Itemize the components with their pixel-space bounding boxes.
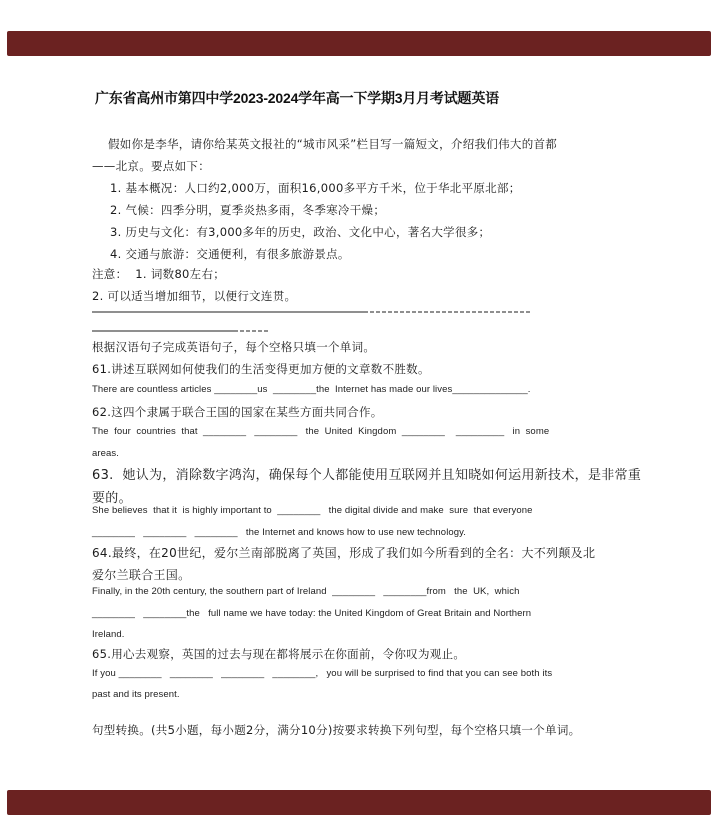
answer-blank-line-1 [92,311,530,313]
q63-chinese-line2: 要的。 [92,491,132,506]
q62-chinese: 62.这四个隶属于联合王国的国家在某些方面共同合作。 [92,405,383,419]
blank-line-solid [92,311,368,313]
q63-english-line2: ________ ________ ________ the Internet and knows how to use new technology. [92,527,467,538]
q65-chinese: 65.用心去观察，英国的过去与现在都将展示在你面前，令你叹为观止。 [92,647,466,661]
q61-english: There are countless articles ________us ________the Internet has made our lives______________. [92,384,531,395]
q62-english-line2: areas. [92,448,120,459]
q64-chinese-line1: 64.最终，在20世纪，爱尔兰南部脱离了英国，形成了我们如今所看到的全名：大不列颠及北 [92,546,596,560]
essay-point-4: 4. 交通与旅游：交通便利，有很多旅游景点。 [110,247,350,261]
answer-blank-line-2 [92,330,270,332]
blank-line-dashed [240,330,270,332]
bottom-redaction-bar [7,790,711,815]
essay-point-2: 2. 气候：四季分明，夏季炎热多雨，冬季寒冷干燥； [110,203,386,217]
q64-chinese-line2: 爱尔兰联合王国。 [92,568,191,582]
q64-english-line3: Ireland. [92,629,125,640]
top-redaction-bar [7,31,711,56]
q63-chinese-line1: 63. 她认为，消除数字鸿沟，确保每个人都能使用互联网并且知晓如何运用新技术，是非常重 [92,468,642,483]
essay-note-1: 注意： 1. 词数80左右； [92,267,226,281]
essay-point-3: 3. 历史与文化：有3,000多年的历史，政治、文化中心，著名大学很多； [110,225,491,239]
q65-english-line2: past and its present. [92,689,180,700]
transform-instruction: 句型转换。(共5小题，每小题2分，满分10分)按要求转换下列句型，每个空格只填一个单词。 [92,723,581,737]
q62-english-line1: The four countries that ________ ________ the United Kingdom ________ _________ in some [92,426,550,437]
q64-english-line2: ________ ________the full name we have today: the United Kingdom of Great Britain and Northern [92,608,532,619]
page-title: 广东省高州市第四中学2023-2024学年高一下学期3月月考试题英语 [95,90,499,106]
essay-intro-line2: ——北京。要点如下： [92,159,210,173]
essay-note-2: 2. 可以适当增加细节，以便行文连贯。 [92,289,297,303]
q61-chinese: 61.讲述互联网如何使我们的生活变得更加方便的文章数不胜数。 [92,362,430,376]
q64-english-line1: Finally, in the 20th century, the southern part of Ireland ________ ________from the UK, which [92,586,520,597]
essay-intro-line1: 假如你是李华，请你给某英文报社的“城市风采”栏目写一篇短文，介绍我们伟大的首都 [108,137,558,151]
blank-line-solid [92,330,238,332]
q65-english-line1: If you ________ ________ ________ ________, you will be surprised to find that you can see both its [92,668,553,679]
completion-instruction: 根据汉语句子完成英语句子，每个空格只填一个单词。 [92,340,376,354]
blank-line-dashed [370,311,530,313]
q63-english-line1: She believes that it is highly important to ________ the digital divide and make sure that everyone [92,505,533,516]
essay-point-1: 1. 基本概况：人口约2,000万，面积16,000多平方千米，位于华北平原北部； [110,181,521,195]
